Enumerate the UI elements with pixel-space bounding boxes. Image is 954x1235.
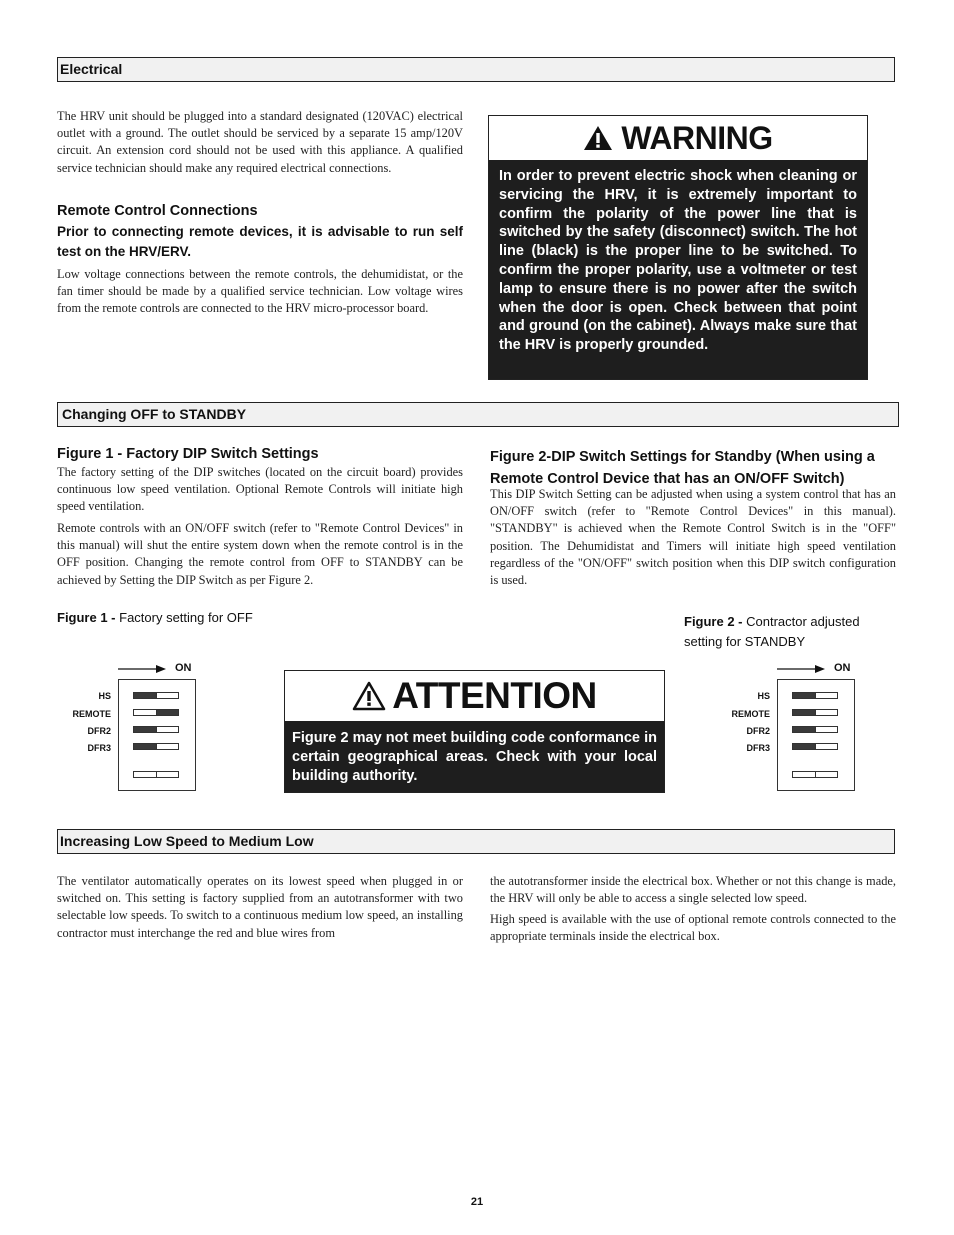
figure1-heading: Figure 1 - Factory DIP Switch Settings: [57, 446, 319, 462]
on-label: ON: [175, 662, 192, 674]
dip-switch-right-half: [156, 710, 178, 715]
increasing-text-right-1: the autotransformer inside the electrical box. Whether or not this change is made, the HRV will only be able to access a single selected low speed.: [490, 874, 896, 906]
dip-switch-left-half: [134, 710, 156, 715]
dip-switch-divider: [815, 772, 816, 777]
on-arrow-icon: [777, 663, 829, 675]
dip-switch-divider: [815, 727, 816, 732]
warning-box: [488, 115, 868, 380]
dip-switch-divider: [815, 710, 816, 715]
attention-triangle-icon: [352, 681, 386, 711]
dip-switch-row: [133, 692, 179, 699]
dip-label-hs: HS: [98, 691, 111, 701]
page-number: 21: [470, 1196, 484, 1208]
dip-switch-row: [792, 709, 838, 716]
figure2-heading: Figure 2-DIP Switch Settings for Standby (When using a Remote Control Device that has an ON/OFF Switch): [490, 449, 875, 487]
dip-switch-left-half: [134, 772, 156, 777]
dip-label-dfr3: DFR3: [746, 743, 770, 753]
dip-switch-left-half: [793, 744, 815, 749]
section-header-changing: Changing OFF to STANDBY: [57, 402, 899, 427]
dip-switch-right-half: [815, 727, 837, 732]
on-label: ON: [834, 662, 851, 674]
dip-switch-right-half: [815, 710, 837, 715]
section-header-increasing: Increasing Low Speed to Medium Low: [57, 829, 895, 854]
warning-triangle-icon: [583, 125, 613, 151]
section-header-electrical: Electrical: [57, 57, 895, 82]
dip-switch-row: [792, 743, 838, 750]
dip-switch-left-half: [793, 710, 815, 715]
dip-switch-right-half: [156, 772, 178, 777]
dip-switch-divider: [156, 727, 157, 732]
attention-title: ATTENTION: [392, 675, 597, 716]
dip-switch-right-half: [156, 727, 178, 732]
figure2-caption-text: Contractor adjusted setting for STANDBY: [684, 614, 860, 649]
remote-connections-text: Low voltage connections between the remote controls, the dehumidistat, or the fan timer should be made by a qualified service technician. Low voltage wires from the remote controls are connected to the HRV micro-processor board.: [57, 267, 463, 316]
dip-switch-divider: [156, 693, 157, 698]
remote-connections-heading: Remote Control Connections: [57, 203, 258, 219]
dip-switch-right-half: [815, 744, 837, 749]
warning-text: In order to prevent electric shock when cleaning or servicing the HRV, it is extremely important to confirm the polarity of the power line that is switched by the safety (disconnect) switch. The hot line (black) is the proper line to be switched. To confirm the proper polarity, use a voltmeter or test lamp to ensure there is no power after the switch when the door is open. Check between that point and ground (on the cabinet). Always make sure that the HRV is properly grounded.: [489, 160, 867, 379]
dip-switch-row: [133, 709, 179, 716]
figure1-caption-text: Factory setting for OFF: [115, 610, 253, 625]
dip-switch-row: [133, 743, 179, 750]
dip-switch-divider: [156, 744, 157, 749]
remote-self-test-note: Prior to connecting remote devices, it is advisable to run self test on the HRV/ERV.: [57, 224, 463, 259]
dip-switch-right-half: [156, 744, 178, 749]
warning-title: WARNING: [621, 119, 773, 156]
dip-switch-box: [777, 679, 855, 791]
figure2-caption: [684, 612, 884, 652]
dip-switch-row: [792, 692, 838, 699]
dip-switch-left-half: [134, 727, 156, 732]
dip-switch-right-half: [815, 772, 837, 777]
warning-title-row: [489, 116, 867, 160]
increasing-text-left: The ventilator automatically operates on its lowest speed when plugged in or switched on. This setting is factory supplied from an autotransformer with two selectable low speeds. To switch to a continuous medium low speed, an installing contractor must interchange the red and blue wires from: [57, 874, 463, 940]
dip-switch-divider: [815, 693, 816, 698]
dip-switch-right-half: [815, 693, 837, 698]
dip-switch-right-half: [156, 693, 178, 698]
dip-switch-divider: [156, 772, 157, 777]
attention-box: [284, 670, 665, 793]
dip-label-dfr2: DFR2: [87, 726, 111, 736]
figure1-caption-label: Figure 1 -: [57, 610, 116, 625]
figure1-caption: [57, 608, 253, 628]
increasing-text-right-2: High speed is available with the use of optional remote controls connected to the appropriate terminals inside the electrical box.: [490, 912, 896, 944]
dip-switch-left-half: [134, 744, 156, 749]
figure1-text-1: The factory setting of the DIP switches (located on the circuit board) provides continuous low speed ventilation. Optional Remote Controls will initiate high speed ventilation.: [57, 465, 463, 514]
figure2-caption-label: Figure 2 -: [684, 614, 743, 629]
dip-switch-left-half: [793, 693, 815, 698]
dip-label-remote: REMOTE: [731, 709, 770, 719]
dip-label-hs: HS: [757, 691, 770, 701]
dip-switch-left-half: [134, 693, 156, 698]
dip-switch-divider: [156, 710, 157, 715]
electrical-intro: The HRV unit should be plugged into a standard designated (120VAC) electrical outlet with a ground. The outlet should be serviced by a separate 15 amp/120V circuit. An extension cord should not be used with this appliance. A qualified service technician should make any required electrical connections.: [57, 109, 463, 175]
attention-text: Figure 2 may not meet building code conformance in certain geographical areas. Check with your local building authority.: [285, 721, 664, 792]
attention-title-row: [285, 671, 664, 721]
figure1-text-2: Remote controls with an ON/OFF switch (refer to "Remote Control Devices" in this manual) will shut the entire system down when the remote control is in the OFF position. Changing the remote control from OFF to STANDBY can be achieved by Setting the DIP Switch as per Figure 2.: [57, 521, 463, 587]
dip-label-dfr2: DFR2: [746, 726, 770, 736]
dip-switch-row: [792, 726, 838, 733]
dip-switch-row: [133, 771, 179, 778]
on-arrow-icon: [118, 663, 170, 675]
dip-label-remote: REMOTE: [72, 709, 111, 719]
dip-switch-left-half: [793, 727, 815, 732]
dip-switch-box: [118, 679, 196, 791]
dip-switch-row: [133, 726, 179, 733]
figure2-text: This DIP Switch Setting can be adjusted when using a system control that has an ON/OFF switch (refer to "Remote Control Devices" in this manual). "STANDBY" is achieved when the Remote Control Switch is in the "OFF" position. The Dehumidistat and Timers will initiate high speed ventilation regardless of the "ON/OFF" switch position when this DIP switch configuration is used.: [490, 487, 896, 588]
dip-switch-left-half: [793, 772, 815, 777]
dip-switch-row: [792, 771, 838, 778]
dip-label-dfr3: DFR3: [87, 743, 111, 753]
dip-switch-divider: [815, 744, 816, 749]
